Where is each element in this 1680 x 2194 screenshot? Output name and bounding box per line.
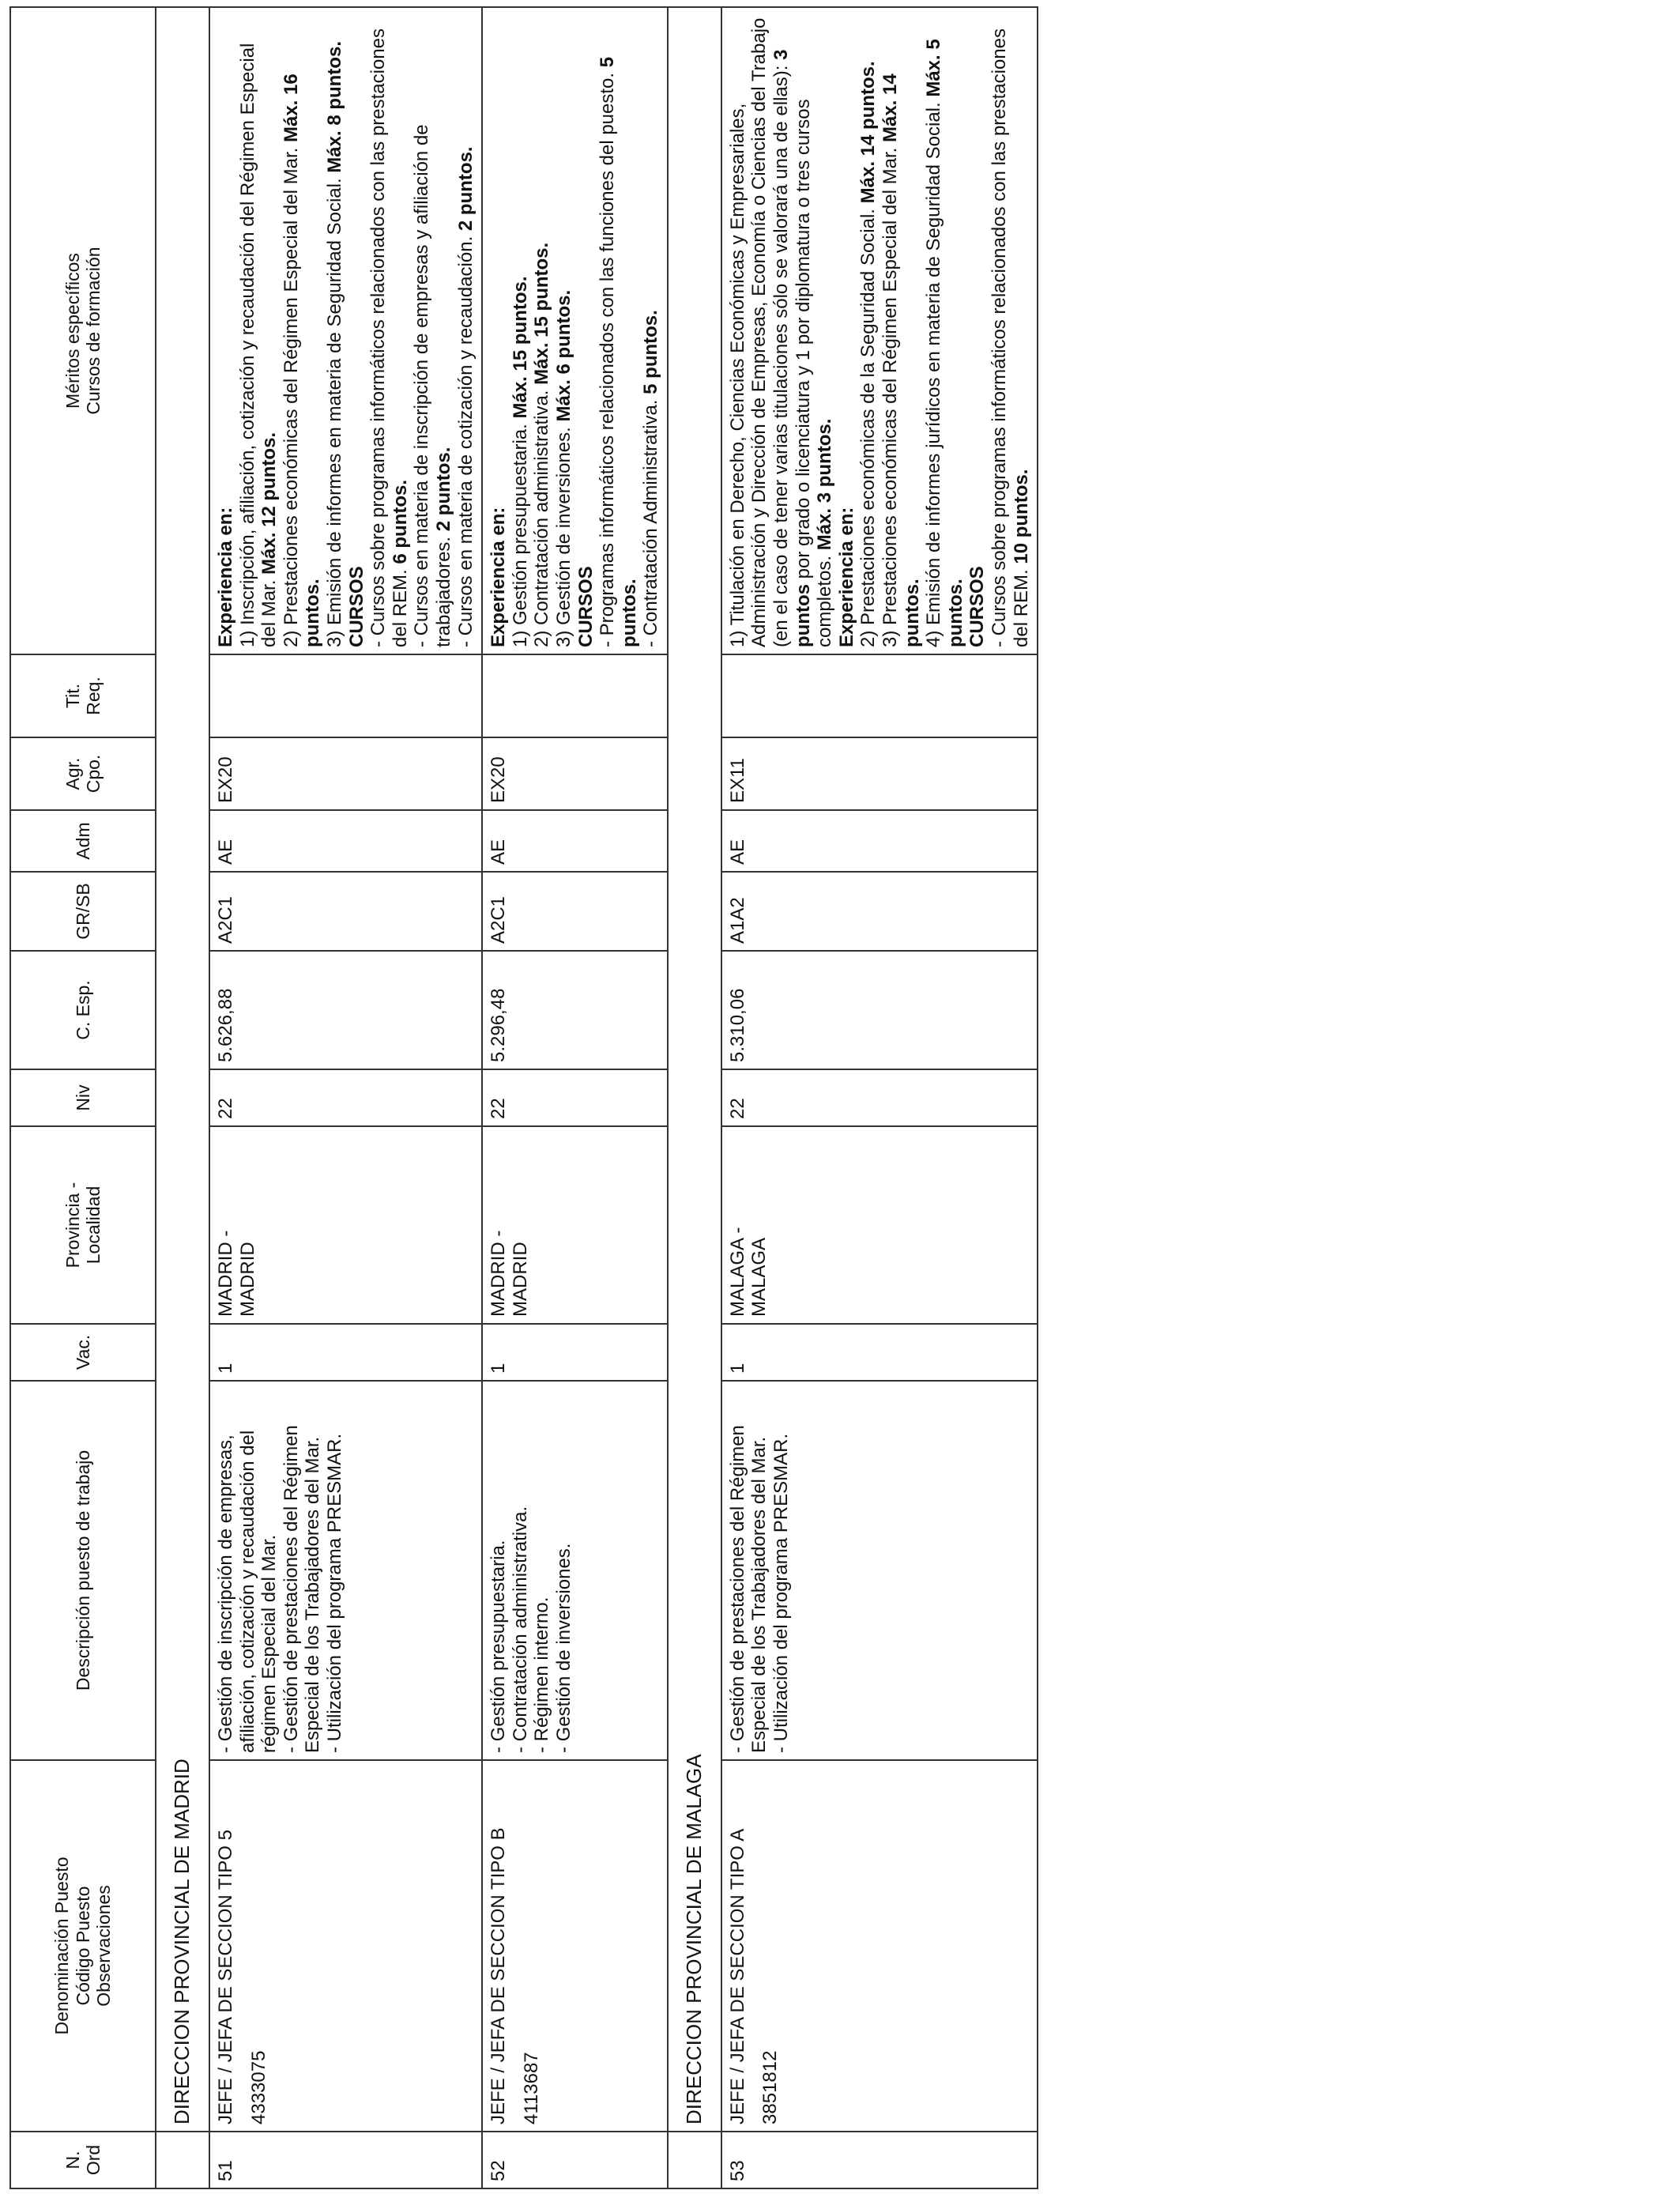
cell-vac: 1 xyxy=(482,1324,668,1381)
cell-n-ord: 53 xyxy=(721,2132,1038,2188)
merito-item: Experiencia en: xyxy=(835,507,857,647)
cell-niv: 22 xyxy=(209,1069,482,1126)
cell-c-esp: 5.296,48 xyxy=(482,951,668,1069)
descripcion-item: - Utilización del programa PRESMAR. xyxy=(770,1433,793,1753)
cell-agr: EX11 xyxy=(721,737,1038,810)
header-vac: Vac. xyxy=(10,1324,156,1381)
header-descripcion: Descripción puesto de trabajo xyxy=(10,1381,156,1760)
merito-item: 1) Titulación en Derecho, Ciencias Económicas y Empresariales, Administración y Dirección de Empresas, Economía o Ciencias del Trabajo (en el caso de tener varias titulaciones sólo se valorará una de ellas): 3 puntos por grado o licenciatura y 1 por diplomatura o tres cursos completos. Máx. 3 puntos. xyxy=(726,17,836,647)
provincia-line: MADRID xyxy=(236,1242,258,1317)
cell-descripcion xyxy=(721,1381,1038,1760)
cell-c-esp: 5.626,88 xyxy=(209,951,482,1069)
merito-item: 3) Prestaciones económicas del Régimen Especial del Mar. Máx. 14 puntos. xyxy=(880,74,923,647)
header-niv: Niv xyxy=(10,1069,156,1126)
provincia-line: MALAGA - xyxy=(726,1227,748,1317)
provincia-line: MADRID - xyxy=(215,1230,236,1317)
merito-item: 3) Emisión de informes en materia de Seguridad Social. Máx. 8 puntos. xyxy=(323,41,345,647)
header-n-ord: N. Ord xyxy=(10,2132,156,2188)
merito-item: - Programas informáticos relacionados con las funciones del puesto. 5 puntos. xyxy=(597,56,640,647)
cell-agr: EX20 xyxy=(209,737,482,810)
header-c-esp: C. Esp. xyxy=(10,951,156,1069)
cell-meritos xyxy=(209,7,482,654)
cell-provincia xyxy=(209,1126,482,1324)
rotated-page xyxy=(9,8,1354,2189)
descripcion-item: - Gestión de inversiones. xyxy=(552,1543,574,1753)
merito-item: 2) Prestaciones económicas de la Seguridad Social. Máx. 14 puntos. xyxy=(857,61,880,647)
header-adm: Adm xyxy=(10,810,156,872)
descripcion-item: - Gestión de prestaciones del Régimen Especial de los Trabajadores del Mar. xyxy=(726,1425,770,1753)
cell-niv: 22 xyxy=(482,1069,668,1126)
cell-denominacion xyxy=(721,1760,1038,2132)
cell-provincia xyxy=(482,1126,668,1324)
denominacion-text: JEFE / JEFA DE SECCION TIPO 5 xyxy=(215,1830,236,2124)
cell-adm: AE xyxy=(209,810,482,872)
merito-item: 2) Contratación administrativa. Máx. 15 puntos. xyxy=(531,242,553,647)
cell-tit xyxy=(209,654,482,737)
merito-item: 2) Prestaciones económicas del Régimen Especial del Mar. Máx. 16 puntos. xyxy=(280,74,324,647)
merito-item: CURSOS xyxy=(966,566,989,647)
positions-table xyxy=(9,6,1038,2189)
merito-item: 3) Gestión de inversiones. Máx. 6 puntos. xyxy=(552,289,574,647)
descripcion-item: - Contratación administrativa. xyxy=(509,1506,531,1753)
provincia-line: MADRID - xyxy=(488,1230,510,1317)
merito-item: CURSOS xyxy=(345,566,367,647)
cell-descripcion xyxy=(482,1381,668,1760)
merito-item: 1) Inscripción, afiliación, cotización y recaudación del Régimen Especial del Mar. Máx. 12 puntos. xyxy=(236,43,281,647)
provincia-line: MADRID xyxy=(509,1242,531,1317)
merito-item: - Cursos sobre programas informáticos relacionados con las prestaciones del REM. 10 puntos. xyxy=(989,28,1032,647)
denominacion-text: JEFE / JEFA DE SECCION TIPO B xyxy=(488,1827,510,2124)
merito-item: 1) Gestión presupuestaria. Máx. 15 puntos. xyxy=(509,276,531,647)
cell-n-ord: 52 xyxy=(482,2132,668,2188)
cell-n-ord: 51 xyxy=(209,2132,482,2188)
header-row xyxy=(10,7,156,2188)
cell-adm: AE xyxy=(482,810,668,872)
descripcion-item: - Gestión de prestaciones del Régimen Especial de los Trabajadores del Mar. xyxy=(280,1425,324,1753)
denominacion-text: JEFE / JEFA DE SECCION TIPO A xyxy=(726,1828,748,2124)
codigo-puesto: 3851812 xyxy=(759,2050,782,2124)
header-provincia: Provincia - Localidad xyxy=(10,1126,156,1324)
merito-item: - Cursos en materia de inscripción de empresas y afiliación de trabajadores. 2 puntos. xyxy=(411,124,454,647)
provincia-line: MALAGA xyxy=(748,1237,770,1317)
merito-item: Experiencia en: xyxy=(488,507,510,647)
cell-gr-sb: A2C1 xyxy=(482,872,668,951)
descripcion-item: - Gestión de inscripción de empresas, afiliación, cotización y recaudación del régimen Especial del Mar. xyxy=(215,1430,281,1753)
descripcion-item: - Gestión presupuestaria. xyxy=(488,1540,510,1753)
cell-vac: 1 xyxy=(209,1324,482,1381)
header-meritos: Méritos específicos Cursos de formación xyxy=(10,7,156,654)
section-title: DIRECCION PROVINCIAL DE MALAGA xyxy=(668,7,721,2132)
descripcion-item: - Utilización del programa PRESMAR. xyxy=(323,1433,345,1753)
cell-meritos xyxy=(482,7,668,654)
merito-item: 4) Emisión de informes jurídicos en materia de Seguridad Social. Máx. 5 puntos. xyxy=(923,39,966,647)
section-title: DIRECCION PROVINCIAL DE MADRID xyxy=(156,7,209,2132)
cell-agr: EX20 xyxy=(482,737,668,810)
header-gr-sb: GR/SB xyxy=(10,872,156,951)
section-spacer xyxy=(668,2132,721,2188)
header-agr: Agr. Cpo. xyxy=(10,737,156,810)
codigo-puesto: 4333075 xyxy=(247,2050,269,2124)
cell-c-esp: 5.310,06 xyxy=(721,951,1038,1069)
cell-denominacion xyxy=(482,1760,668,2132)
merito-item: - Cursos sobre programas informáticos relacionados con las prestaciones del REM. 6 puntos. xyxy=(367,28,411,647)
merito-item: CURSOS xyxy=(574,566,597,647)
codigo-puesto: 4113687 xyxy=(520,2052,542,2124)
merito-item: Experiencia en: xyxy=(215,507,236,647)
cell-gr-sb: A2C1 xyxy=(209,872,482,951)
section-row xyxy=(668,7,721,2188)
table-row xyxy=(721,7,1038,2188)
cell-adm: AE xyxy=(721,810,1038,872)
cell-tit xyxy=(721,654,1038,737)
cell-provincia xyxy=(721,1126,1038,1324)
cell-meritos xyxy=(721,7,1038,654)
cell-gr-sb: A1A2 xyxy=(721,872,1038,951)
cell-vac: 1 xyxy=(721,1324,1038,1381)
cell-denominacion xyxy=(209,1760,482,2132)
merito-item: - Contratación Administrativa. 5 puntos. xyxy=(640,310,662,647)
section-row xyxy=(156,7,209,2188)
header-denominacion: Denominación Puesto Código Puesto Observaciones xyxy=(10,1760,156,2132)
merito-item: - Cursos en materia de cotización y recaudación. 2 puntos. xyxy=(454,146,477,647)
cell-tit xyxy=(482,654,668,737)
table-body xyxy=(156,7,1038,2188)
descripcion-item: - Régimen interno. xyxy=(531,1596,553,1753)
section-spacer xyxy=(156,2132,209,2188)
table-row xyxy=(482,7,668,2188)
header-tit: Tit. Req. xyxy=(10,654,156,737)
cell-niv: 22 xyxy=(721,1069,1038,1126)
cell-descripcion xyxy=(209,1381,482,1760)
table-row xyxy=(209,7,482,2188)
